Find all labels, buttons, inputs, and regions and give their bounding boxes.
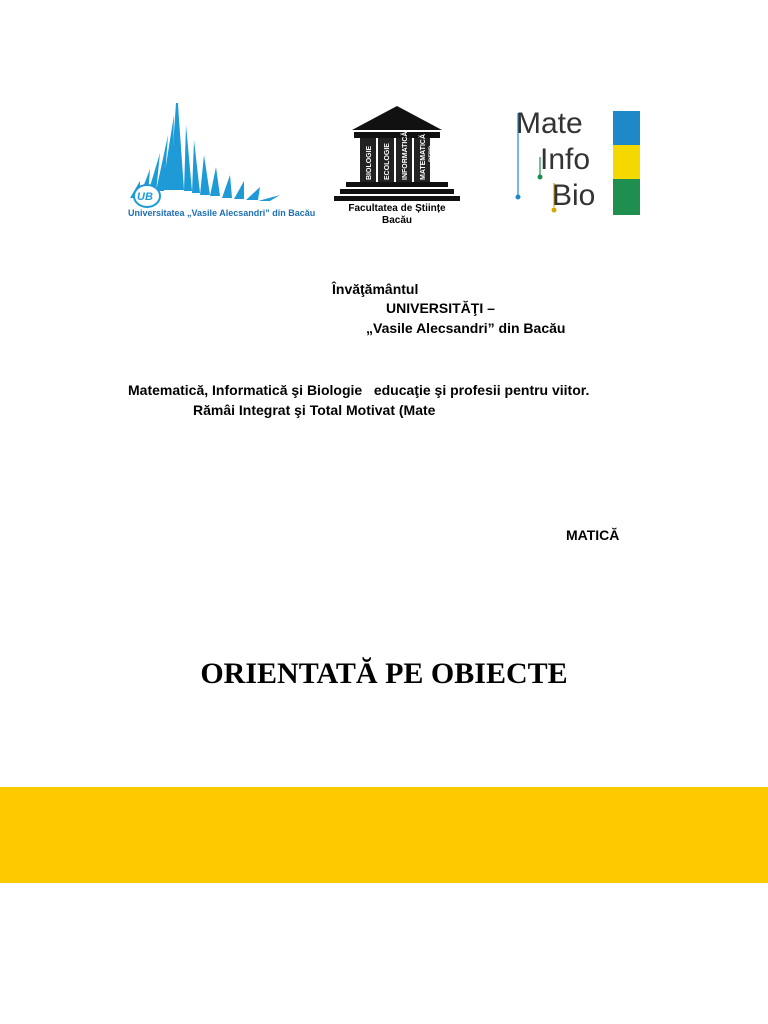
mib-word-mate: Mate [516,107,583,140]
subject-fragment: MATICĂ [566,527,620,543]
faculty-column-ecologie: ECOLOGIE [384,143,391,180]
faculty-caption-line1: Facultatea de Științe [348,203,446,214]
header-line-2: UNIVERSITĂŢI – [386,300,495,316]
yellow-band [0,787,768,883]
faculty-column-matematica: MATEMATICĂ [420,133,427,180]
faculty-building-graphic [332,102,462,202]
faculty-caption-line2: Bacău [381,215,412,226]
ub-logo-graphic [120,95,290,225]
mib-word-bio: Bio [552,179,596,212]
document-title: ORIENTATĂ PE OBIECTE [200,657,568,690]
ub-logo-caption: Universitatea „Vasile Alecsandri” din Bacău [128,208,316,218]
ub-university-logo [120,95,316,225]
header-line-3: „Vasile Alecsandri” din Bacău [366,320,566,336]
project-line-1: Matematică, Informatică şi Biologie educaţie şi profesii pentru viitor. [128,382,590,398]
ub-monogram: UB [137,191,153,203]
faculty-column-informatica: INFORMATICĂ [402,131,409,180]
faculty-column-dfpd: DFPD [429,145,435,162]
header-line-1: Învăţământul [332,281,419,297]
mib-word-info: Info [540,143,591,176]
mateinfobio-logo [510,105,645,220]
project-line-2: Rămâi Integrat şi Total Motivat (Mate [193,402,436,418]
faculty-column-biologie: BIOLOGIE [366,145,373,180]
faculty-logo [332,102,462,230]
